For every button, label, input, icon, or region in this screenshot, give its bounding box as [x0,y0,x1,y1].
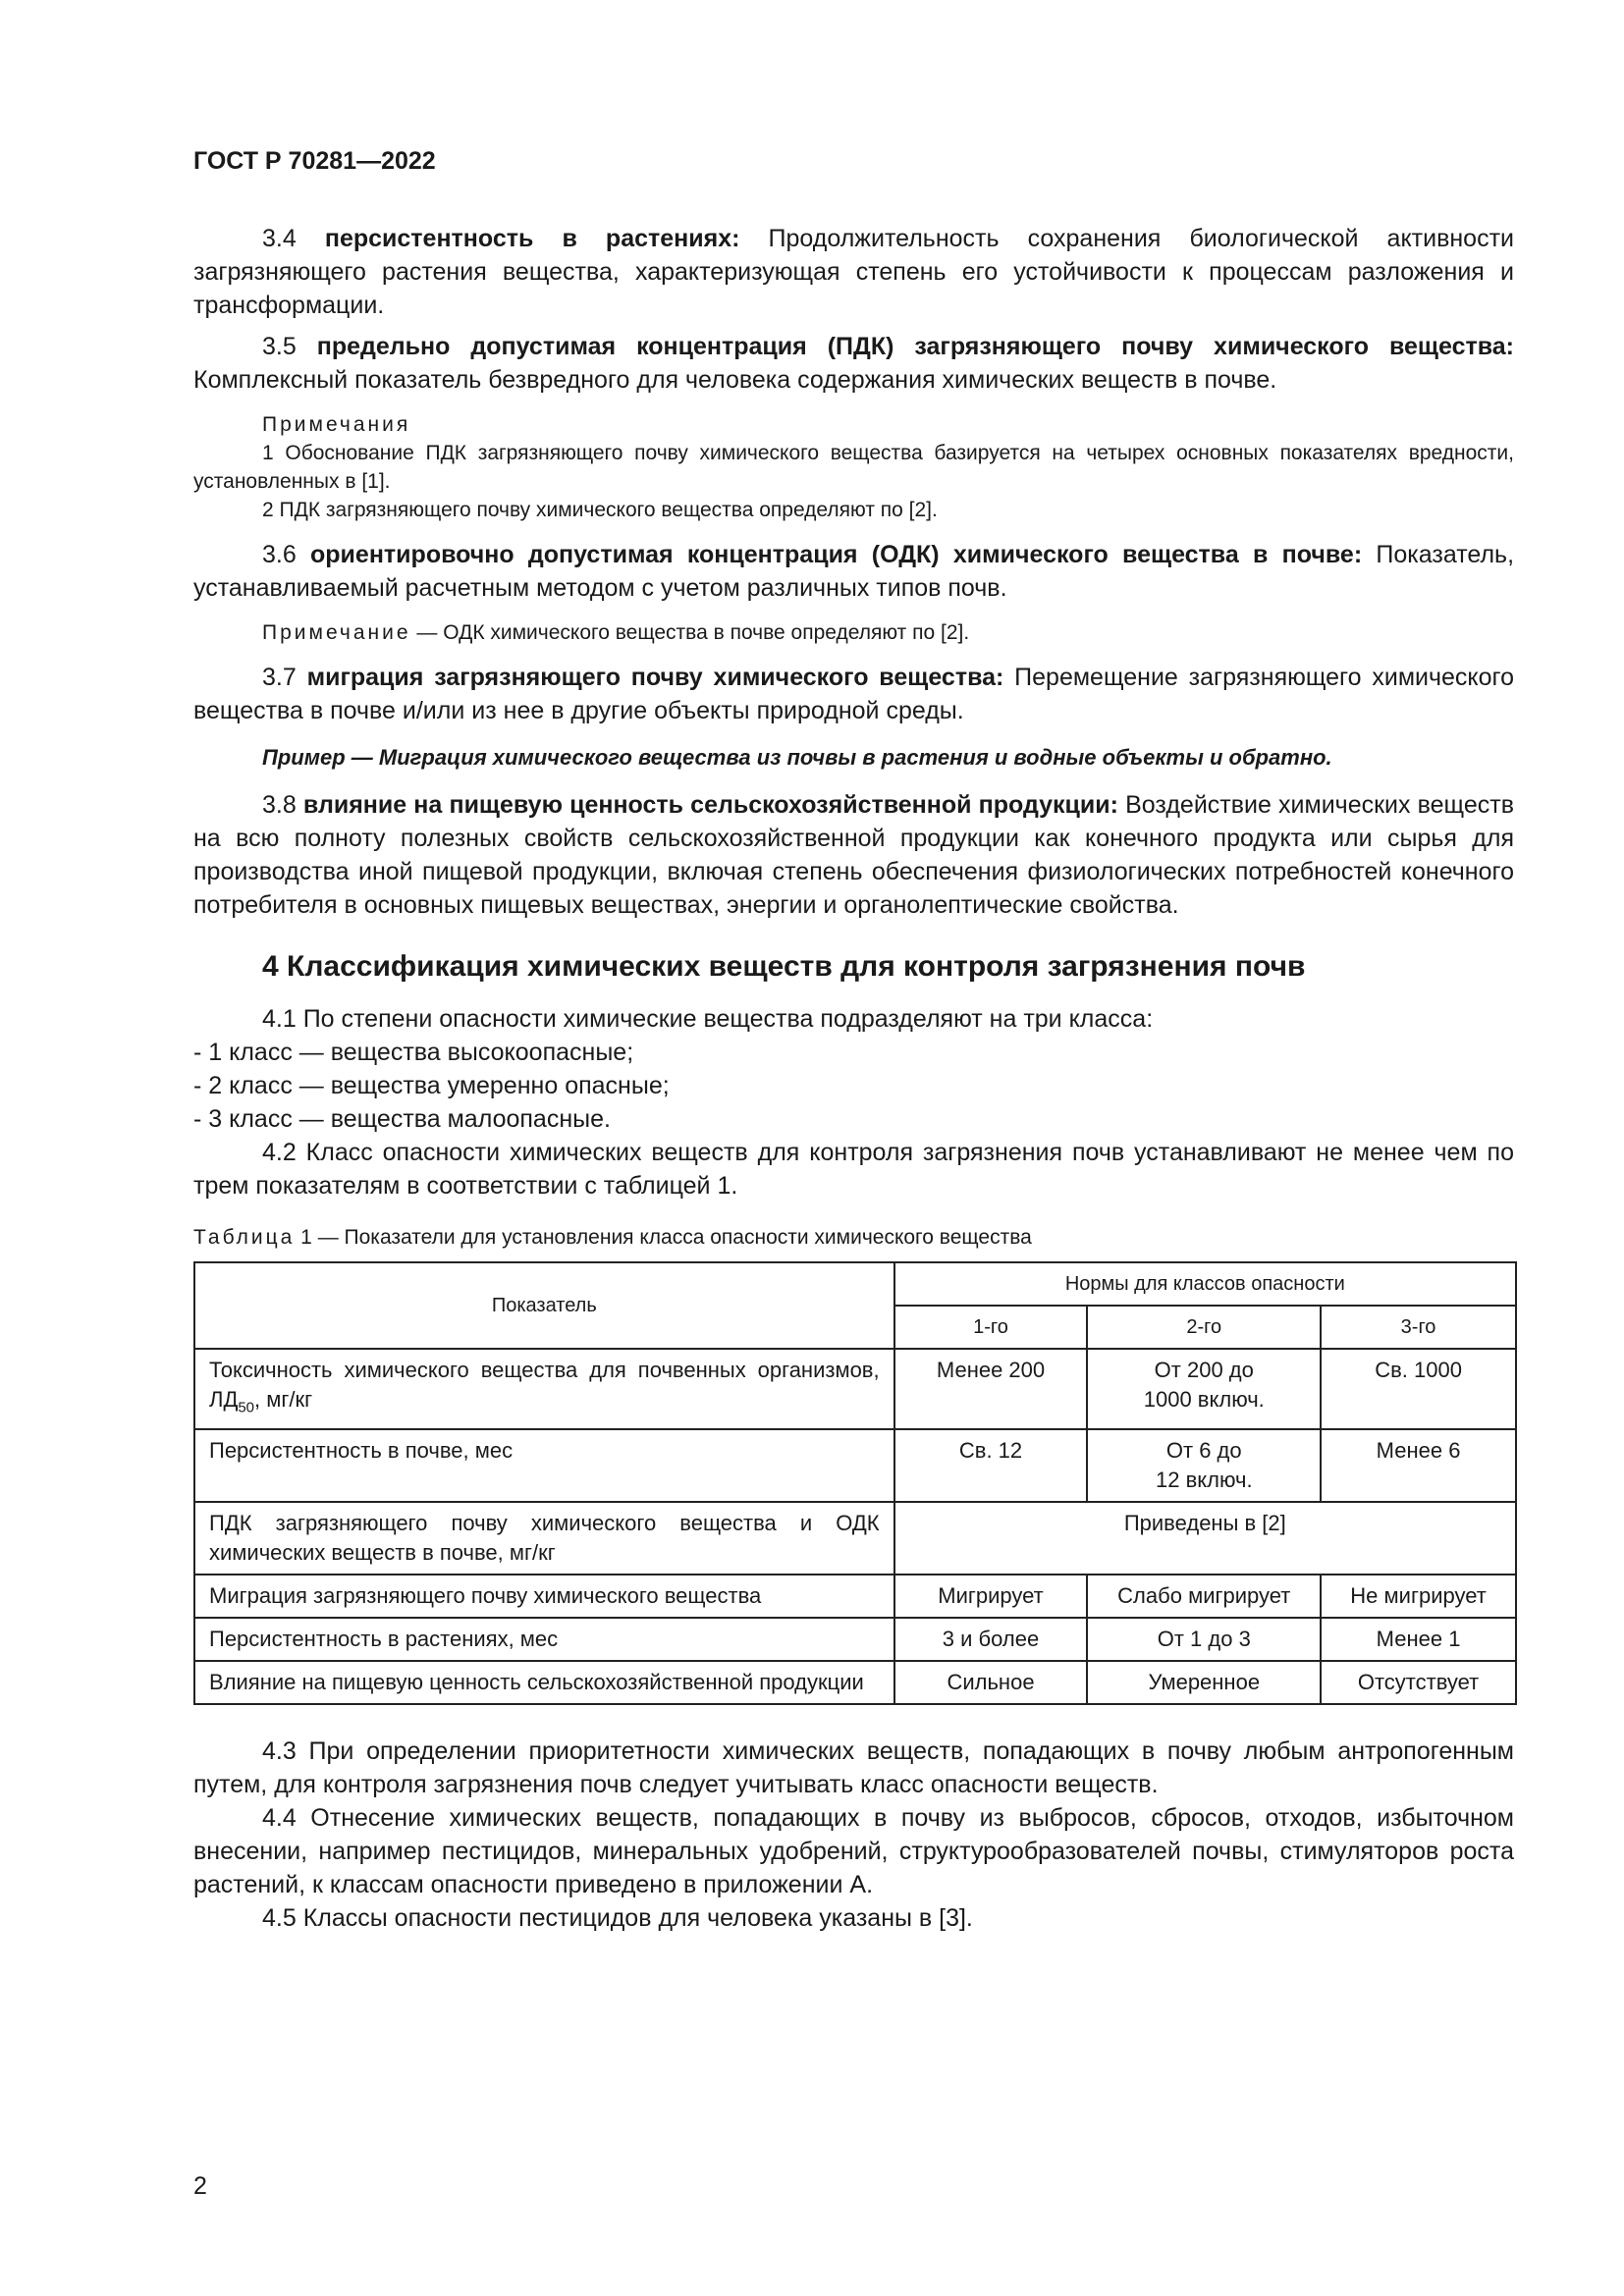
note-2: 2 ПДК загрязняющего почву химического вещества определяют по [2]. [262,499,938,521]
table-row [194,1349,1516,1429]
cell: Менее 1 [1321,1618,1516,1661]
cell: Св. 12 [894,1429,1088,1502]
note-3-6: Примечание — ОДК химического вещества в почве определяют по [2]. [262,621,970,644]
row-label: Персистентность в почве, мес [194,1429,894,1502]
header-indicator: Показатель [194,1262,894,1349]
cell: Не мигрирует [1321,1575,1516,1618]
term-3-8: 3.8 влияние на пищевую ценность сельскохозяйственной продукции: Воздействие химических веществ на всю полноту полезных свойств сельскохозяйственной продукции как конечного продукта или сырья для производства иной пищевой продукции, включая степень обеспечения физиологических потребностей конечного потребителя в основных пищевых веществах, энергии и органолептические свойства. [193,791,1514,919]
header-class-3: 3-го [1321,1306,1516,1349]
table-caption: Таблица 1 — Показатели для установления класса опасности химического вещества [193,1226,1032,1249]
page-number: 2 [193,2172,207,2200]
term-title: предельно допустимая концентрация (ПДК) загрязняющего почву химического вещества: [316,333,1514,360]
clause-4-1: 4.1 По степени опасности химические вещества подразделяют на три класса: [262,1005,1154,1033]
cell: Менее 6 [1321,1429,1516,1502]
term-title: влияние на пищевую ценность сельскохозяйственной продукции: [302,791,1118,819]
section-4-heading: 4 Классификация химических веществ для контроля загрязнения почв [262,950,1306,983]
cell: Св. 1000 [1321,1349,1516,1429]
notes-title: Примечания [262,413,411,436]
cell: Менее 200 [894,1349,1088,1429]
row-label: ПДК загрязняющего почву химического вещества и ОДК химических веществ в почве, мг/кг [194,1502,894,1575]
table-row [194,1661,1516,1704]
cell: От 1 до 3 [1087,1618,1321,1661]
term-title: миграция загрязняющего почву химического вещества: [306,664,1004,691]
row-label: Персистентность в растениях, мес [194,1618,894,1661]
document-header: ГОСТ Р 70281—2022 [193,147,436,175]
document-body [193,222,1514,1935]
cell: От 6 до 12 включ. [1087,1429,1321,1502]
term-3-4: 3.4 персистентность в растениях: Продолжительность сохранения биологической активности загрязняющего растения вещества, характеризующая степень его устойчивости к процессам разложения и трансформации. [193,225,1514,319]
list-item: - 1 класс — вещества высокоопасные; [193,1039,634,1066]
cell: Слабо мигрирует [1087,1575,1321,1618]
cell: Умеренное [1087,1661,1321,1704]
example-3-7: Пример — Миграция химического вещества из почвы в растения и водные объекты и обратно. [262,745,1332,770]
table-row [194,1575,1516,1618]
row-label: Миграция загрязняющего почву химического вещества [194,1575,894,1618]
term-title: персистентность в растениях: [324,225,740,252]
list-item: - 2 класс — вещества умеренно опасные; [193,1072,670,1099]
clause-4-3: 4.3 При определении приоритетности химических веществ, попадающих в почву любым антропогенным путем, для контроля загрязнения почв следует учитывать класс опасности веществ. [193,1737,1514,1799]
cell: Мигрирует [894,1575,1088,1618]
table-row [194,1429,1516,1502]
cell: 3 и более [894,1618,1088,1661]
header-norms: Нормы для классов опасности [894,1262,1516,1306]
table-row [194,1618,1516,1661]
term-3-6: 3.6 ориентировочно допустимая концентрация (ОДК) химического вещества в почве: Показатель, устанавливаемый расчетным методом с учетом различных типов почв. [193,541,1515,602]
row-label: Влияние на пищевую ценность сельскохозяйственной продукции [194,1661,894,1704]
note-1: 1 Обоснование ПДК загрязняющего почву химического вещества базируется на четырех основных показателях вредности, установленных в [1]. [193,442,1514,493]
clause-4-4: 4.4 Отнесение химических веществ, попадающих в почву из выбросов, сбросов, отходов, избыточном внесении, например пестицидов, минеральных удобрений, структурообразователей почвы, стимуляторов роста растений, к классам опасности приведено в приложении А. [193,1804,1514,1899]
header-class-2: 2-го [1087,1306,1321,1349]
cell: Отсутствует [1321,1661,1516,1704]
cell: Сильное [894,1661,1088,1704]
term-3-7: 3.7 миграция загрязняющего почву химического вещества: Перемещение загрязняющего химического вещества в почве и/или из нее в другие объекты природной среды. [193,664,1514,724]
table-row [194,1502,1516,1575]
term-title: ориентировочно допустимая концентрация (ОДК) химического вещества в почве: [310,541,1363,568]
term-3-5: 3.5 предельно допустимая концентрация (ПДК) загрязняющего почву химического вещества: Комплексный показатель безвредного для человека содержания химических веществ в почве. [193,333,1514,394]
hazard-class-table [193,1261,1517,1705]
clause-4-5: 4.5 Классы опасности пестицидов для человека указаны в [3]. [262,1904,973,1933]
row-label: Токсичность химического вещества для почвенных организмов, $ЛД_{50}$, мг/кг [194,1349,894,1429]
cell-merged: Приведены в [2] [894,1502,1516,1575]
header-class-1: 1-го [894,1306,1088,1349]
cell: От 200 до 1000 включ. [1087,1349,1321,1429]
list-item: - 3 класс — вещества малоопасные. [193,1105,611,1133]
clause-4-2: 4.2 Класс опасности химических веществ для контроля загрязнения почв устанавливают не менее чем по трем показателям в соответствии с таблицей 1. [193,1139,1514,1200]
